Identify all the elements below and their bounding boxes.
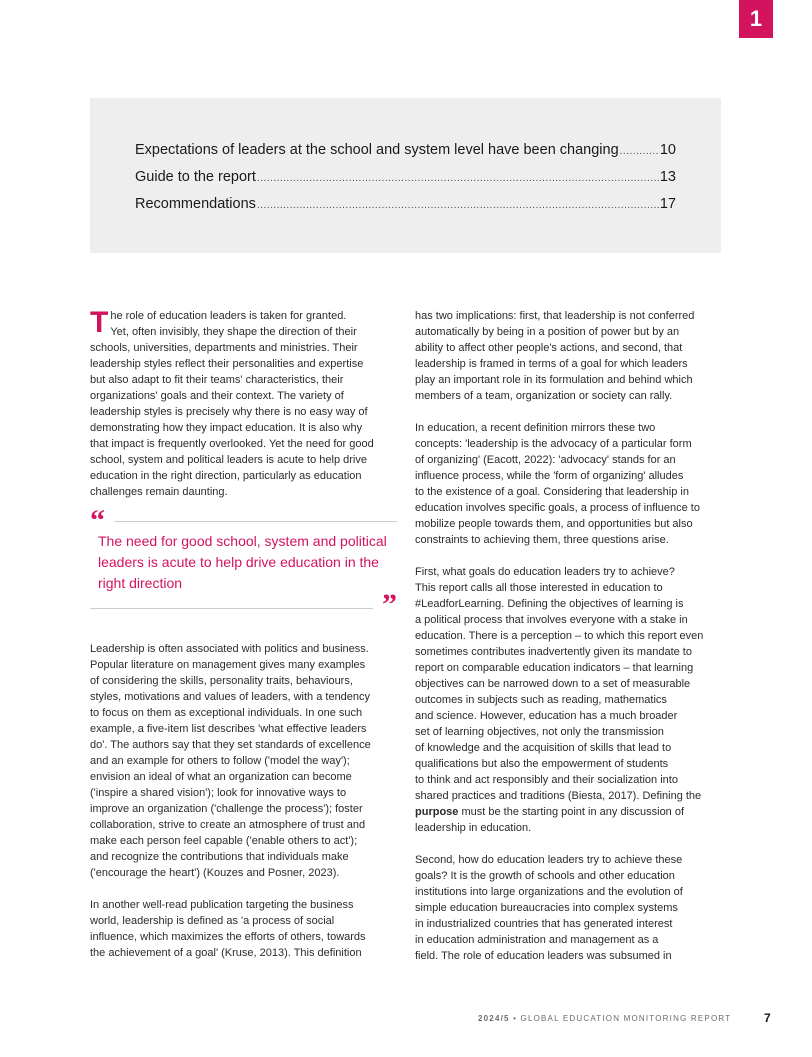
pull-quote-text: The need for good school, system and political leaders is acute to help drive education in the right direction	[98, 533, 387, 591]
close-quote-mark: ”	[382, 588, 397, 621]
body-line: report on comparable education indicators – that learning	[415, 662, 694, 674]
toc-leader-dots	[257, 200, 659, 211]
body-line: ('inspire a shared vision'); look for innovative ways to	[90, 787, 347, 799]
body-line: This report calls all those interested in education to	[415, 582, 663, 594]
body-line: improve an organization ('challenge the process'); foster	[90, 803, 363, 815]
body-line: #LeadforLearning. Defining the objectives of learning is	[415, 598, 684, 610]
body-line	[415, 804, 723, 820]
body-line: that impact is frequently overlooked. Yet the need for good	[90, 438, 374, 450]
footer-separator: •	[509, 1014, 521, 1023]
body-line: a political process that involves everyone with a stake in	[415, 614, 688, 626]
pull-quote	[90, 504, 397, 621]
toc-entry[interactable]	[135, 169, 676, 196]
running-footer	[478, 1014, 731, 1023]
footer-report-title: GLOBAL EDUCATION MONITORING REPORT	[520, 1014, 732, 1023]
chapter-contents-panel	[90, 98, 721, 253]
body-paragraph	[90, 641, 397, 881]
body-line: he role of education leaders is taken for granted.	[110, 310, 347, 322]
body-line: shared practices and traditions (Biesta, 2017). Defining the	[415, 790, 702, 802]
toc-entry-page: 10	[659, 142, 676, 158]
body-line: qualifications but also the empowerment of students	[415, 758, 669, 770]
toc-entry[interactable]	[135, 196, 676, 223]
chapter-number-badge: 1	[739, 0, 773, 38]
body-line: education. There is a perception – to which this report even	[415, 630, 704, 642]
toc-entry-page: 13	[659, 169, 676, 185]
body-line: concepts: 'leadership is the advocacy of a particular form	[415, 438, 692, 450]
body-line: set of learning objectives, not only the transmission	[415, 726, 664, 738]
body-line: In education, a recent definition mirrors these two	[415, 422, 656, 434]
body-line: but also adapt to fit their teams' characteristics, their	[90, 374, 344, 386]
contents-list	[135, 142, 676, 223]
body-line: institutions into large organizations and the evolution of	[415, 886, 683, 898]
footer-edition: 2024/5	[478, 1014, 510, 1023]
body-line: in education administration and management as a	[415, 934, 659, 946]
body-line: leadership is framed in terms of a goal for which leaders	[415, 358, 688, 370]
body-paragraph	[415, 564, 723, 836]
body-line: to think and act responsibly and their socialization into	[415, 774, 678, 786]
quote-top-rule	[114, 521, 397, 522]
toc-leader-dots	[257, 173, 659, 184]
body-line: goals? It is the growth of schools and other education	[415, 870, 675, 882]
body-line: field. The role of education leaders was subsumed in	[415, 950, 672, 962]
body-line: Yet, often invisibly, they shape the direction of their	[110, 326, 357, 338]
body-line: members of a team, organization or society can rally.	[415, 390, 673, 402]
body-line: organizations' goals and their context. The variety of	[90, 390, 344, 402]
body-line: of considering the skills, personality traits, behaviours,	[90, 675, 353, 687]
body-line: simple education bureaucracies into complex systems	[415, 902, 678, 914]
body-line: Leadership is often associated with politics and business.	[90, 643, 369, 655]
body-line: and science. However, education has a much broader	[415, 710, 678, 722]
body-line: demonstrating how they impact education. It is also why	[90, 422, 363, 434]
body-line: mobilize people towards them, and opportunities but also	[415, 518, 693, 530]
intro-paragraph	[90, 308, 397, 500]
body-line: influence process, while the 'form of organizing' alludes	[415, 470, 684, 482]
toc-entry-title: Guide to the report	[135, 169, 256, 185]
body-line: influence, which maximizes the efforts of others, towards	[90, 931, 366, 943]
body-line: styles, motivations and values of leaders, with a tendency	[90, 691, 371, 703]
body-line: and an example for others to follow ('model the way');	[90, 755, 350, 767]
body-paragraph	[415, 420, 723, 548]
body-paragraph	[415, 852, 723, 964]
body-line: to the existence of a goal. Considering that leadership in	[415, 486, 689, 498]
body-line: school, system and political leaders is acute to help drive	[90, 454, 367, 466]
body-line: challenges remain daunting.	[90, 486, 228, 498]
toc-entry-title: Recommendations	[135, 196, 256, 212]
body-line: ability to affect other people's actions, and second, that	[415, 342, 683, 354]
body-line: play an important role in its formulation and behind which	[415, 374, 693, 386]
page-number: 7	[764, 1011, 771, 1025]
body-line-rest: must be the starting point in any discussion of	[458, 806, 685, 818]
body-line: First, what goals do education leaders try to achieve?	[415, 566, 675, 578]
body-line: leadership styles is precisely why there is no easy way of	[90, 406, 368, 418]
open-quote-mark: “	[90, 504, 105, 537]
body-line: outcomes in subjects such as reading, mathematics	[415, 694, 667, 706]
body-line: leadership in education.	[415, 822, 532, 834]
left-text-column	[90, 308, 397, 961]
body-line: of organizing' (Eacott, 2022): 'advocacy' stands for an	[415, 454, 676, 466]
toc-entry-title: Expectations of leaders at the school and system level have been changing	[135, 142, 619, 158]
body-line: automatically by being in a position of power but by an	[415, 326, 680, 338]
body-line: In another well-read publication targeting the business	[90, 899, 354, 911]
body-line: Second, how do education leaders try to achieve these	[415, 854, 683, 866]
body-line: in industrialized countries that has generated interest	[415, 918, 673, 930]
body-line: envision an ideal of what an organization can become	[90, 771, 352, 783]
body-line: ('encourage the heart') (Kouzes and Posner, 2023).	[90, 867, 340, 879]
toc-entry[interactable]	[135, 142, 676, 169]
body-line: collaboration, strive to create an atmosphere of trust and	[90, 819, 366, 831]
body-line: sometimes contributes inadvertently given its mandate to	[415, 646, 692, 658]
body-paragraph	[90, 897, 397, 961]
toc-leader-dots	[620, 146, 659, 157]
body-line: world, leadership is defined as 'a process of social	[90, 915, 335, 927]
right-text-column	[415, 308, 723, 964]
body-line: the achievement of a goal' (Kruse, 2013). This definition	[90, 947, 362, 959]
drop-cap: T	[90, 306, 109, 339]
toc-entry-page: 17	[659, 196, 676, 212]
body-line: of knowledge and the acquisition of skills that lead to	[415, 742, 672, 754]
body-line: and recognize the contributions that individuals make	[90, 851, 349, 863]
body-line: Popular literature on management gives many examples	[90, 659, 366, 671]
body-line: schools, universities, departments and ministries. Their	[90, 342, 358, 354]
body-paragraph	[415, 308, 723, 404]
body-line: has two implications: first, that leadership is not conferred	[415, 310, 695, 322]
emphasis-purpose: purpose	[415, 806, 459, 818]
quote-bottom-rule	[90, 608, 373, 609]
body-line: to focus on them as exceptional individuals. In one such	[90, 707, 363, 719]
body-line: make each person feel capable ('enable others to act');	[90, 835, 358, 847]
body-line: constraints to achieving them, three questions arise.	[415, 534, 669, 546]
body-line: objectives can be narrowed down to a set of measurable	[415, 678, 691, 690]
body-line: education involves specific goals, a process of influence to	[415, 502, 700, 514]
body-line: education in the right direction, particularly as education	[90, 470, 362, 482]
body-line: leadership styles reflect their personalities and expertise	[90, 358, 364, 370]
body-line: do'. The authors say that they set standards of excellence	[90, 739, 371, 751]
body-line: example, a five-item list describes 'what effective leaders	[90, 723, 367, 735]
